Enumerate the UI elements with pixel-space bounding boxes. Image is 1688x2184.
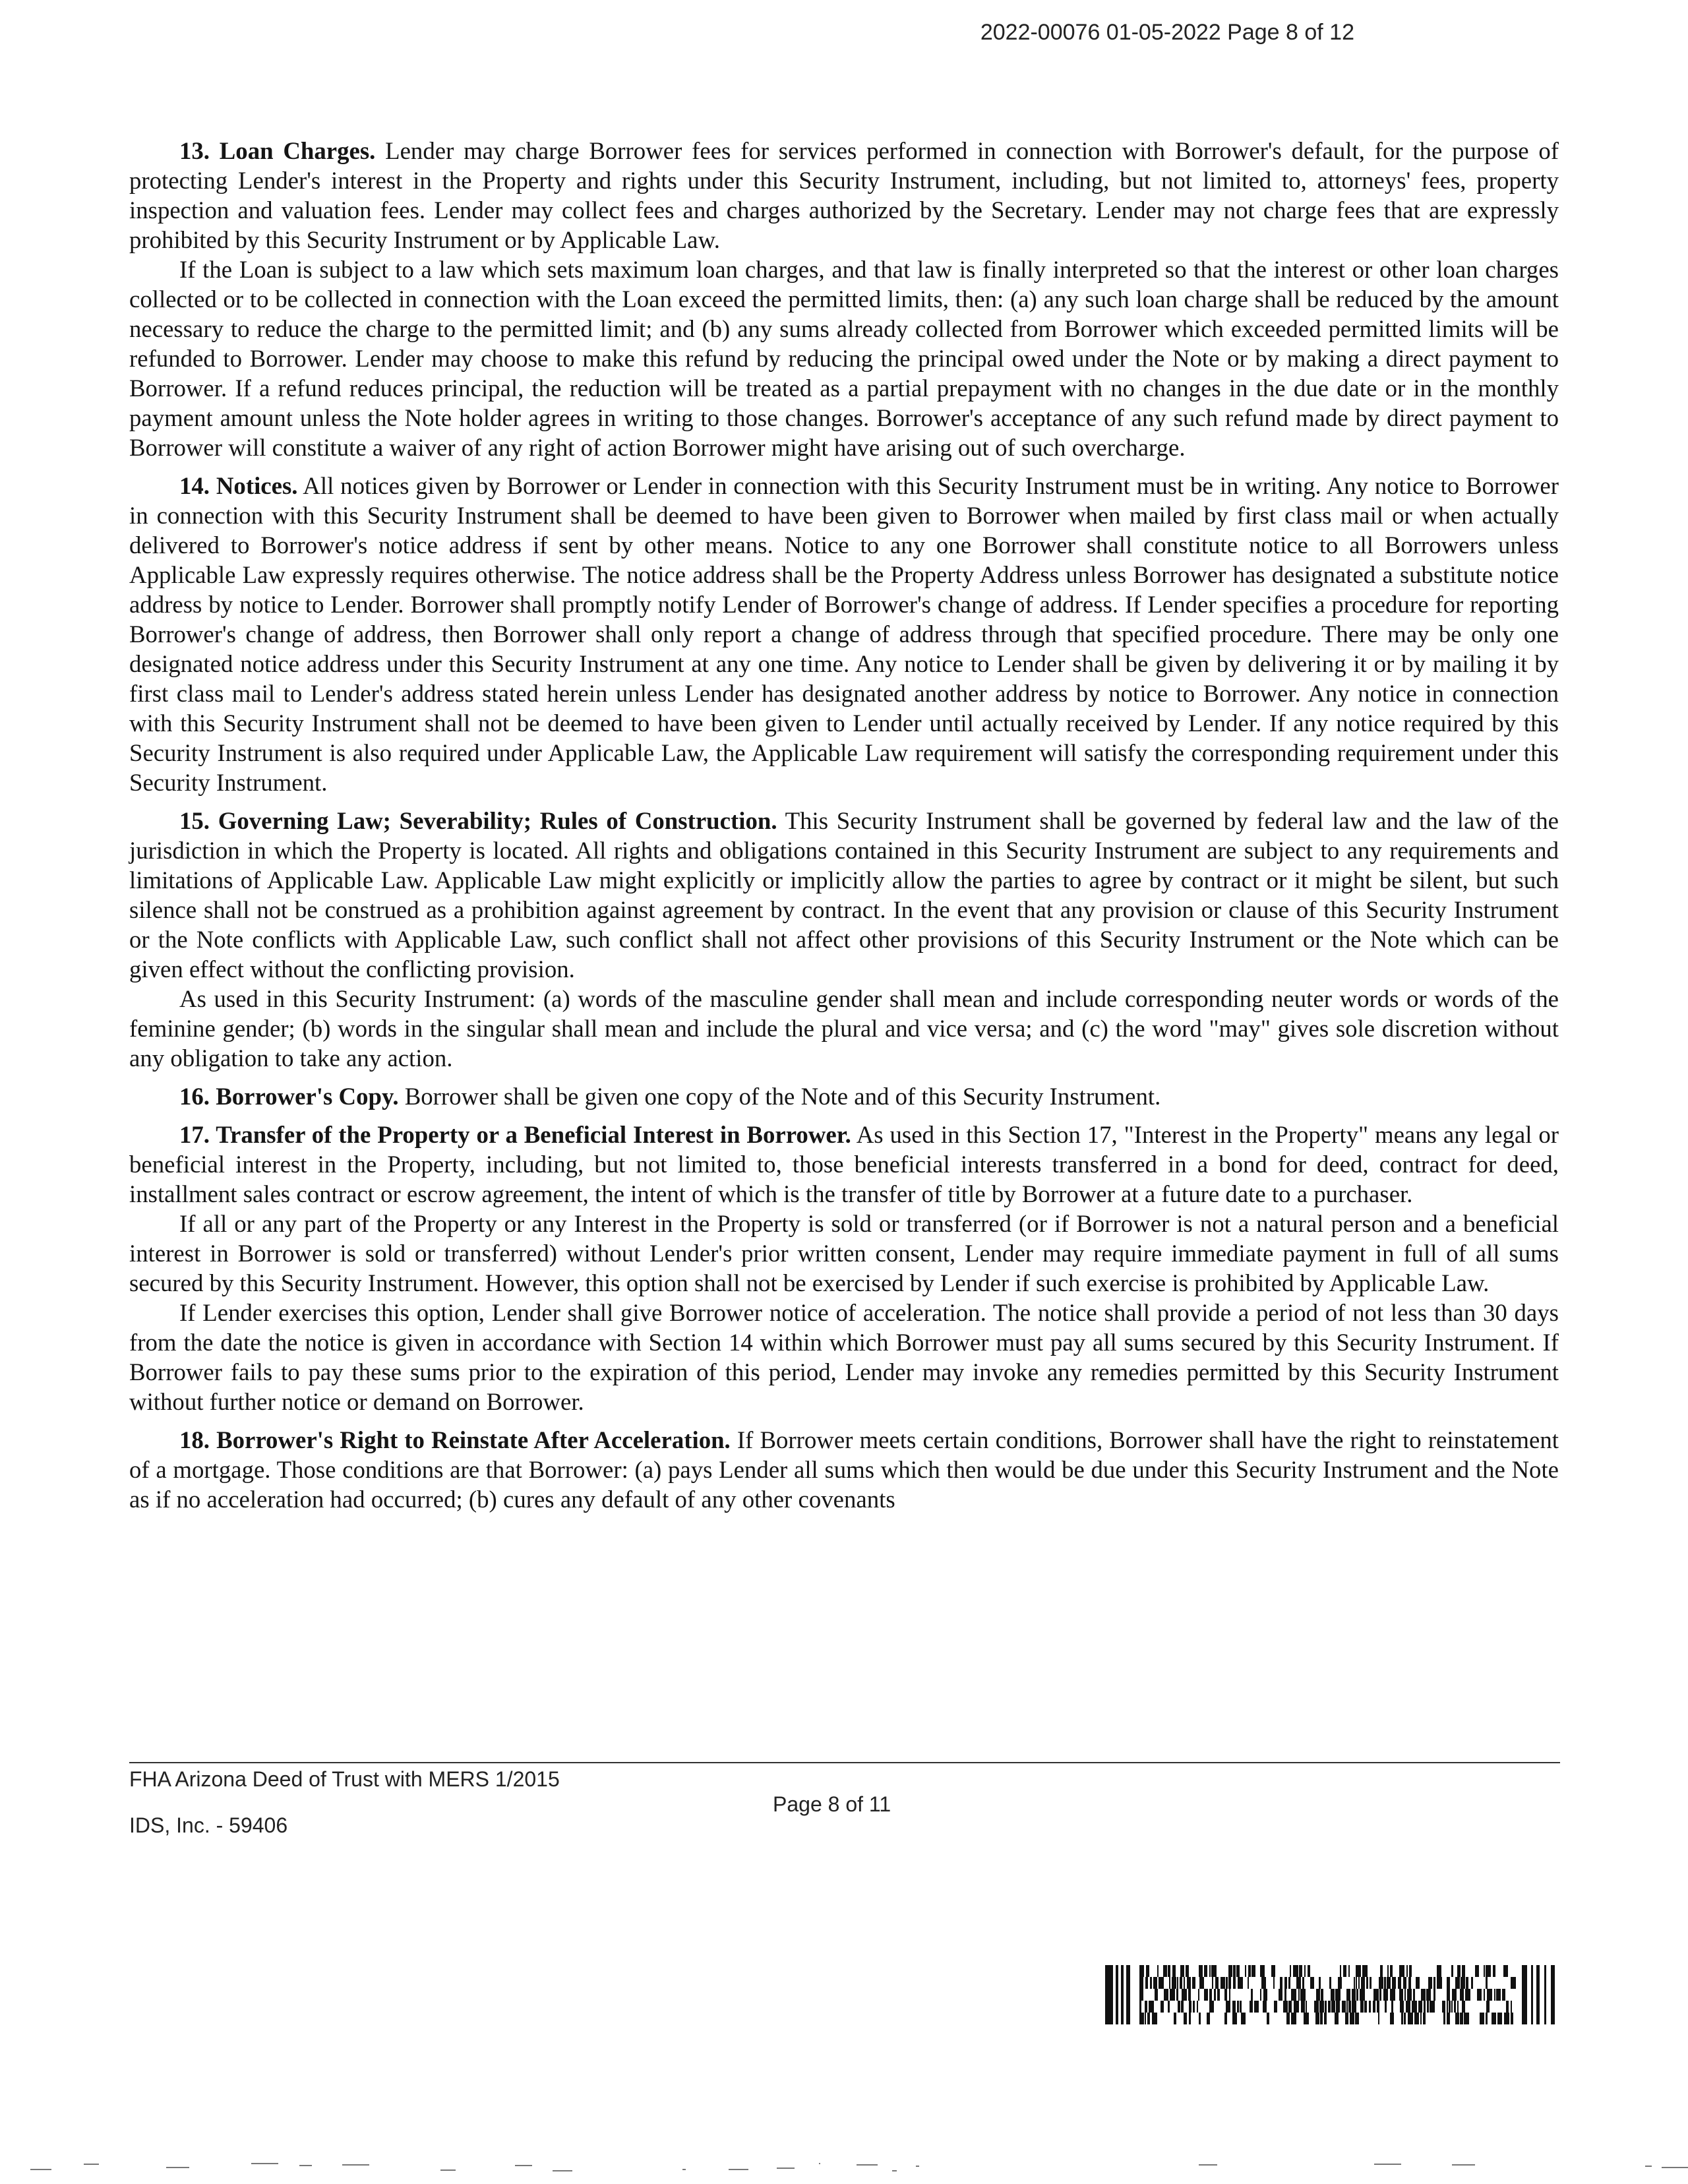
section-text: As used in this Security Instrument: (a) words of the masculine gender shall mean and include corresponding neuter words or words of the feminine gender; (b) words in the singular shall mean and include the plural and vice versa; and (c) the word "may" gives sole discretion without any obligation to take any action. bbox=[129, 985, 1559, 1072]
section-17-paragraph-1 bbox=[129, 1120, 1559, 1209]
section-13-paragraph-1 bbox=[129, 136, 1559, 255]
section-16-paragraph-1 bbox=[129, 1081, 1559, 1111]
section-heading: 18. Borrower's Right to Reinstate After Acceleration. bbox=[179, 1426, 731, 1453]
section-heading: 14. Notices. bbox=[179, 472, 298, 499]
footer-divider bbox=[129, 1762, 1560, 1763]
section-text: If all or any part of the Property or any Interest in the Property is sold or transferred (or if Borrower is not a natural person and a beneficial interest in Borrower is sold or transferred) without Lender's prior written consent, Lender may require immediate payment in full of all sums secured by this Security Instrument. However, this option shall not be exercised by Lender if such exercise is prohibited by Applicable Law. bbox=[129, 1210, 1559, 1296]
scan-artifact-dots bbox=[0, 2156, 1688, 2176]
section-text: If Borrower meets certain conditions, Borrower shall have the right to reinstatement of a mortgage. Those conditions are that Borrower: (a) pays Lender all sums which then would be due under this Security Instrument and the Note as if no acceleration had occurred; (b) cures any default of any other covenants bbox=[129, 1426, 1559, 1513]
section-17-paragraph-3 bbox=[129, 1298, 1559, 1416]
section-text: If Lender exercises this option, Lender shall give Borrower notice of acceleration. The notice shall provide a period of not less than 30 days from the date the notice is given in accordance with Section 14 within which Borrower must pay all sums secured by this Security Instrument. If Borrower fails to pay these sums prior to the expiration of this period, Lender may invoke any remedies permitted by this Security Instrument without further notice or demand on Borrower. bbox=[129, 1299, 1559, 1415]
section-15-paragraph-1 bbox=[129, 806, 1559, 984]
recording-stamp: 2022-00076 01-05-2022 Page 8 of 12 bbox=[980, 20, 1354, 45]
section-heading: 17. Transfer of the Property or a Beneficial Interest in Borrower. bbox=[179, 1121, 851, 1148]
section-17-paragraph-2 bbox=[129, 1209, 1559, 1298]
section-text: If the Loan is subject to a law which sets maximum loan charges, and that law is finally interpreted so that the interest or other loan charges collected or to be collected in connection with the Loan exceed the permitted limits, then: (a) any such loan charge shall be reduced by the amount necessary to reduce the charge to the permitted limit; and (b) any sums already collected from Borrower which exceeded permitted limits will be refunded to Borrower. Lender may choose to make this refund by reducing the principal owed under the Note or by making a direct payment to Borrower. If a refund reduces principal, the reduction will be treated as a partial prepayment with no changes in the due date or in the monthly payment amount unless the Note holder agrees in writing to those changes. Borrower's acceptance of any such refund made by direct payment to Borrower will constitute a waiver of any right of action Borrower might have arising out of such overcharge. bbox=[129, 256, 1559, 461]
form-name: FHA Arizona Deed of Trust with MERS 1/2015 bbox=[129, 1767, 560, 1791]
document-body bbox=[129, 136, 1559, 1514]
section-text: Lender may charge Borrower fees for services performed in connection with Borrower's default, for the purpose of protecting Lender's interest in the Property and rights under this Security Instrument, including, but not limited to, attorneys' fees, property inspection and valuation fees. Lender may collect fees and charges authorized by the Secretary. Lender may not charge fees that are expressly prohibited by this Security Instrument or by Applicable Law. bbox=[129, 137, 1559, 253]
section-15-paragraph-2 bbox=[129, 984, 1559, 1073]
page-number: Page 8 of 11 bbox=[773, 1792, 891, 1816]
section-text: All notices given by Borrower or Lender in connection with this Security Instrument must be in writing. Any notice to Borrower in connection with this Security Instrument shall be deemed to have been given to Borrower when mailed by first class mail or when actually delivered to Borrower's notice address if sent by other means. Notice to any one Borrower shall constitute notice to all Borrowers unless Applicable Law expressly requires otherwise. The notice address shall be the Property Address unless Borrower has designated a substitute notice address by notice to Lender. Borrower shall promptly notify Lender of Borrower's change of address. If Lender specifies a procedure for reporting Borrower's change of address, then Borrower shall only report a change of address through that specified procedure. There may be only one designated notice address under this Security Instrument at any one time. Any notice to Lender shall be given by delivering it or by mailing it by first class mail to Lender's address stated herein unless Lender has designated another address by notice to Borrower. Any notice in connection with this Security Instrument shall not be deemed to have been given to Lender until actually received by Lender. If any notice required by this Security Instrument is also required under Applicable Law, the Applicable Law requirement will satisfy the corresponding requirement under this Security Instrument. bbox=[129, 472, 1559, 796]
section-13-paragraph-2 bbox=[129, 255, 1559, 462]
section-18-paragraph-1 bbox=[129, 1425, 1559, 1514]
section-heading: 15. Governing Law; Severability; Rules of Construction. bbox=[179, 807, 777, 834]
section-text: As used in this Section 17, "Interest in the Property" means any legal or beneficial interest in the Property, including, but not limited to, those beneficial interests transferred in a bond for deed, contract for deed, installment sales contract or escrow agreement, the intent of which is the transfer of title by Borrower at a future date to a purchaser. bbox=[129, 1121, 1559, 1207]
section-heading: 13. Loan Charges. bbox=[179, 137, 376, 164]
vendor-id: IDS, Inc. - 59406 bbox=[129, 1813, 288, 1837]
section-14-paragraph-1 bbox=[129, 471, 1559, 797]
section-heading: 16. Borrower's Copy. bbox=[179, 1083, 399, 1110]
section-text: Borrower shall be given one copy of the Note and of this Security Instrument. bbox=[398, 1083, 1161, 1110]
section-text: This Security Instrument shall be governed by federal law and the law of the jurisdiction in which the Property is located. All rights and obligations contained in this Security Instrument are subject to any requirements and limitations of Applicable Law. Applicable Law might explicitly or implicitly allow the parties to agree by contract or it might be silent, but such silence shall not be construed as a prohibition against agreement by contract. In the event that any provision or clause of this Security Instrument or the Note conflicts with Applicable Law, such conflict shall not affect other provisions of this Security Instrument or the Note which can be given effect without the conflicting provision. bbox=[129, 807, 1559, 983]
barcode-icon bbox=[1105, 1965, 1557, 2024]
